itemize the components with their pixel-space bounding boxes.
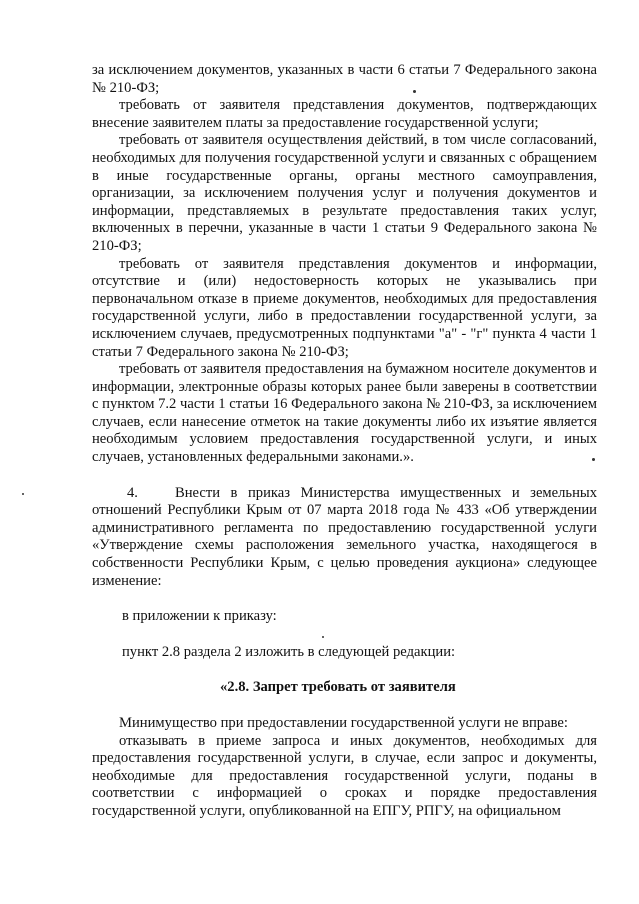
scan-speck (22, 493, 24, 495)
paragraph-refusal: отказывать в приеме запроса и иных документов, необходимых для предоставления государственной услуги, в случае, если запрос и документы, необходимые для предоставления государственной услуги, поданы в соответствии с информацией о сроках и порядке предоставления государственной услуги, опубликованной на ЕПГУ, РПГУ, на официальном (92, 732, 597, 819)
paragraph-actions-approvals: требовать от заявителя осуществления действий, в том числе согласований, необходимых для получения государственной услуги и связанных с обращением в иные государственные органы, органы местного самоуправления, организации, за исключением получения услуг и получения документов и информации, представляемых в результате предоставления таких услуг, включенных в перечни, указанные в части 1 статьи 9 Федерального закона № 210-ФЗ; (92, 132, 597, 254)
scan-speck (322, 636, 324, 638)
paragraph-ministry-restriction: Минимущество при предоставлении государственной услуги не вправе: (119, 715, 568, 731)
scan-speck (413, 90, 416, 93)
paragraph-paper-documents: требовать от заявителя предоставления на бумажном носителе документов и информации, электронные образы которых ранее были заверены в соответствии с пунктом 7.2 части 1 статьи 16 Федерального закона № 210-ФЗ, за исключением случаев, если нанесение отметок на такие документы либо их изъятие является необходимым условием предоставления государственной услуги, и иных случаев, установленных федеральными законами.». (92, 361, 597, 466)
section-heading: «2.8. Запрет требовать от заявителя (220, 679, 456, 696)
item-4-text: Внести в приказ Министерства имущественных и земельных отношений Республики Крым от 07 марта 2018 года № 433 «Об утверждении административного регламента по предоставлению государственной услуги «Утверждение схемы расположения земельного участка, находящегося в собственности Республики Крым, с целью проведения аукциона» следующее изменение: (92, 484, 597, 589)
document-body (92, 62, 597, 821)
paragraph-annex: в приложении к приказу: (122, 608, 277, 625)
paragraph-clause-edit: пункт 2.8 раздела 2 изложить в следующей редакции: (122, 643, 456, 660)
paragraph-exception-clause: за исключением документов, указанных в части 6 статьи 7 Федерального закона № 210-ФЗ; (92, 62, 597, 96)
item-number: 4. (127, 484, 138, 501)
paragraph-item-4 (92, 485, 597, 591)
paragraph-missing-information: требовать от заявителя представления документов и информации, отсутствие и (или) недостоверность которых не указывались при первоначальном отказе в приеме документов, необходимых для предоставления государственной услуги, либо в предоставлении государственной услуги, за исключением случаев, предусмотренных подпунктами "а" - "г" пункта 4 части 1 статьи 7 Федерального закона № 210-ФЗ; (92, 255, 597, 360)
scan-speck (592, 458, 595, 461)
paragraph-payment-documents: требовать от заявителя представления документов, подтверждающих внесение заявителем платы за предоставление государственной услуги; (92, 97, 597, 131)
